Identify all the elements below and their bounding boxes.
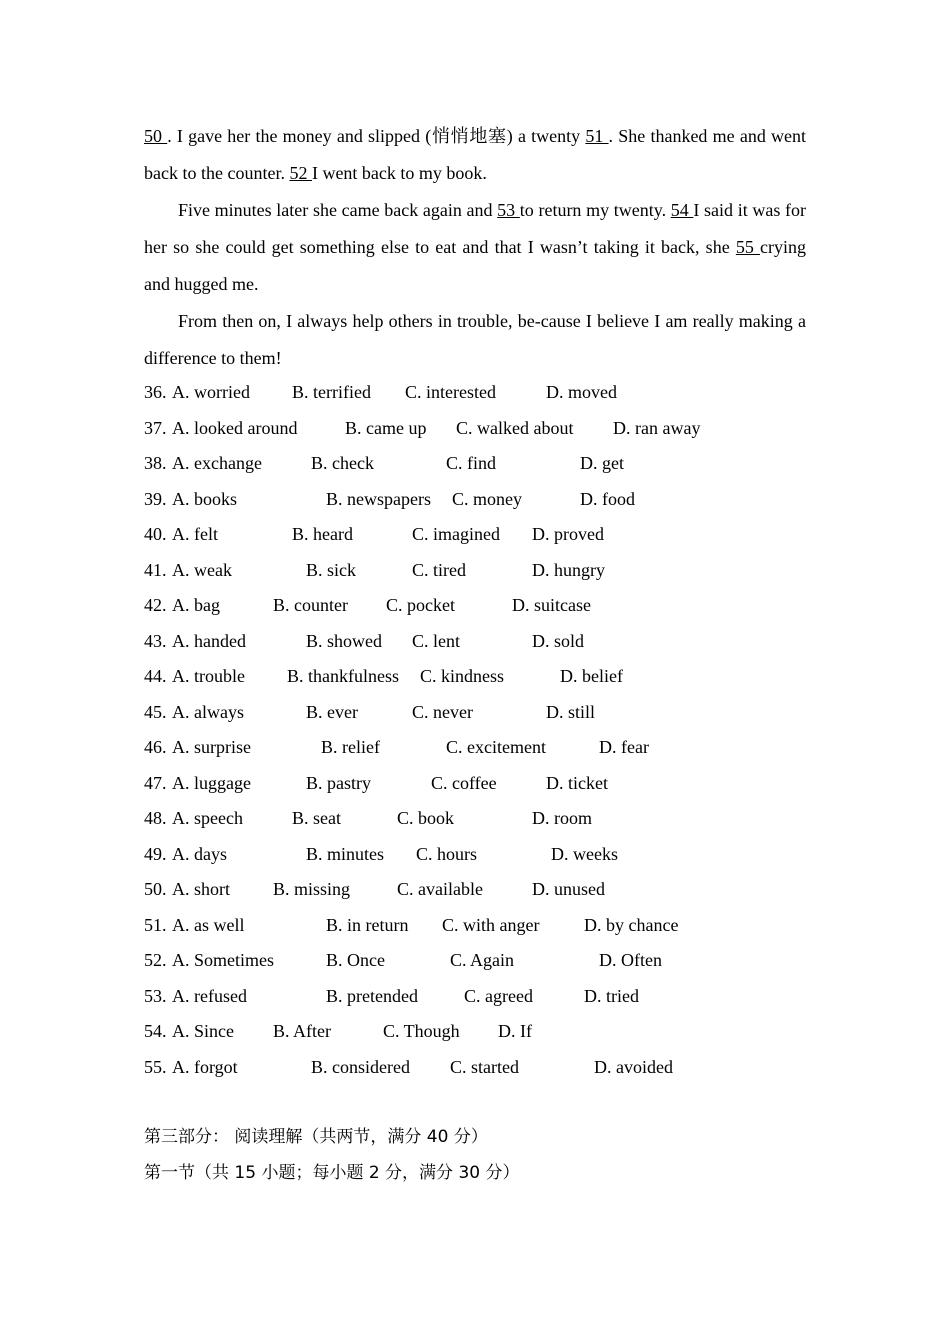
question-number: 44. [144,666,167,686]
question-row [144,695,844,731]
option-d: D. room [532,808,592,828]
option-c: C. money [452,488,522,509]
option-a: A. Since [172,1021,234,1041]
option-a: A. handed [172,630,246,651]
blank-53: 53 [497,200,520,220]
question-list [144,375,844,1085]
question-row [144,979,844,1015]
paragraph-text: . She thanked me and went back to the counter. [144,126,807,183]
option-c: C. with anger [442,914,540,935]
paragraph-text: to return my twenty. [519,200,671,220]
option-c: C. tired [412,559,466,580]
option-a: A. worried [172,382,250,402]
question-row [144,553,844,589]
option-b: B. pastry [306,772,371,793]
option-c: C. walked about [456,417,574,438]
question-number: 48. [144,808,167,828]
question-number: 42. [144,595,167,615]
option-d: D. food [580,488,635,509]
question-number: 43. [144,630,167,651]
option-b: B. ever [306,701,358,722]
passage [144,118,806,377]
option-b: B. pretended [326,985,418,1006]
paragraph-3: From then on, I always help others in trouble, be-cause I believe I am really making a difference to them! [144,311,806,368]
option-d: D. by chance [584,914,679,935]
question-number: 45. [144,701,167,722]
question-number: 39. [144,488,167,509]
option-d: D. sold [532,630,585,651]
question-row [144,1050,844,1086]
option-b: B. missing [273,879,351,899]
option-a: A. books [172,488,238,509]
option-d: D. moved [546,382,617,402]
question-number: 46. [144,737,167,757]
paragraph-text: crying and hugged me. [144,237,807,294]
question-number: 52. [144,950,167,970]
paragraph-1 [144,118,806,192]
option-b: B. heard [292,524,353,544]
section-heading: 第三部分： 阅读理解（共两节，满分 40 分） [144,1127,488,1147]
option-d: D. Often [599,950,662,970]
option-c: C. Again [450,950,515,970]
option-a: A. speech [172,808,243,828]
option-b: B. seat [292,808,341,828]
question-number: 50. [144,879,167,899]
option-d: D. hungry [532,559,605,580]
question-number: 49. [144,843,167,864]
blank-55: 55 [735,237,761,257]
option-b: B. sick [306,559,357,580]
option-a: A. always [172,701,244,722]
blank-52: 52 [289,163,312,183]
option-d: D. suitcase [512,595,591,615]
option-b: B. counter [273,595,348,615]
question-number: 38. [144,453,167,473]
option-d: D. still [546,701,596,722]
option-b: B. terrified [292,382,371,402]
question-row [144,766,844,802]
option-a: A. surprise [172,737,251,757]
option-d: D. If [498,1021,532,1041]
question-number: 51. [144,914,167,935]
option-a: A. luggage [172,772,251,793]
option-c: C. lent [412,630,460,651]
paragraph-text: I went back to my book. [311,163,487,183]
option-d: D. weeks [551,843,618,864]
option-c: C. available [397,879,483,899]
question-number: 55. [144,1056,167,1077]
option-a: A. bag [172,595,220,615]
option-b: B. After [273,1021,331,1041]
paragraph-2 [144,192,806,303]
blank-54: 54 [670,200,694,220]
question-number: 47. [144,772,167,793]
option-b: B. showed [306,630,382,651]
option-a: A. trouble [172,666,245,686]
option-c: C. kindness [420,666,505,686]
question-number: 37. [144,417,167,438]
option-d: D. get [580,453,624,473]
option-d: D. ticket [546,772,608,793]
option-b: B. check [311,453,374,473]
option-a: A. days [172,843,227,864]
option-c: C. hours [416,843,478,864]
option-b: B. newspapers [326,488,431,509]
option-b: B. Once [326,950,385,970]
option-d: D. proved [532,524,604,544]
option-c: C. excitement [446,737,546,757]
blank-50: 50 [144,126,168,146]
option-c: C. book [397,808,455,828]
question-row [144,411,844,447]
option-b: B. came up [345,417,427,438]
option-a: A. as well [172,914,245,935]
option-d: D. unused [532,879,605,899]
blank-51: 51 [585,126,609,146]
option-a: A. short [172,879,230,899]
option-b: B. in return [326,914,409,935]
option-a: A. Sometimes [172,950,274,970]
question-number: 40. [144,524,167,544]
paragraph-text: . I gave her the money and slipped (悄悄地塞) a twenty [167,126,586,146]
option-d: D. ran away [613,417,701,438]
question-row [144,659,844,695]
question-row [144,908,844,944]
question-row [144,624,844,660]
option-a: A. forgot [172,1056,238,1077]
question-row [144,730,844,766]
subsection-heading: 第一节（共 15 小题；每小题 2 分，满分 30 分） [144,1163,520,1183]
option-a: A. exchange [172,453,262,473]
question-row [144,801,844,837]
question-row [144,837,844,873]
option-c: C. never [412,701,473,722]
option-a: A. weak [172,559,232,580]
question-row [144,1014,844,1050]
question-number: 41. [144,559,167,580]
question-row [144,446,844,482]
option-c: C. interested [405,382,496,402]
option-c: C. agreed [464,985,533,1006]
question-row [144,375,844,411]
option-a: A. looked around [172,417,298,438]
option-d: D. avoided [594,1056,673,1077]
option-d: D. belief [560,666,623,686]
option-d: D. tried [584,985,639,1006]
option-c: C. imagined [412,524,500,544]
question-number: 54. [144,1021,167,1041]
option-d: D. fear [599,737,649,757]
option-b: B. thankfulness [287,666,399,686]
option-b: B. considered [311,1056,410,1077]
option-c: C. Though [383,1021,460,1041]
option-c: C. pocket [386,595,455,615]
question-number: 36. [144,382,167,402]
option-a: A. felt [172,524,218,544]
paragraph-text: Five minutes later she came back again and [178,200,498,220]
question-row [144,588,844,624]
question-row [144,517,844,553]
option-c: C. coffee [431,772,497,793]
option-c: C. find [446,453,497,473]
question-number: 53. [144,985,167,1006]
option-c: C. started [450,1056,519,1077]
option-a: A. refused [172,985,247,1006]
paragraph-text: I said it was for her so she could get something else to eat and that I wasn’t taking it back, she [144,200,806,257]
option-b: B. minutes [306,843,385,864]
question-row [144,482,844,518]
question-row [144,943,844,979]
option-b: B. relief [321,737,380,757]
question-row [144,872,844,908]
